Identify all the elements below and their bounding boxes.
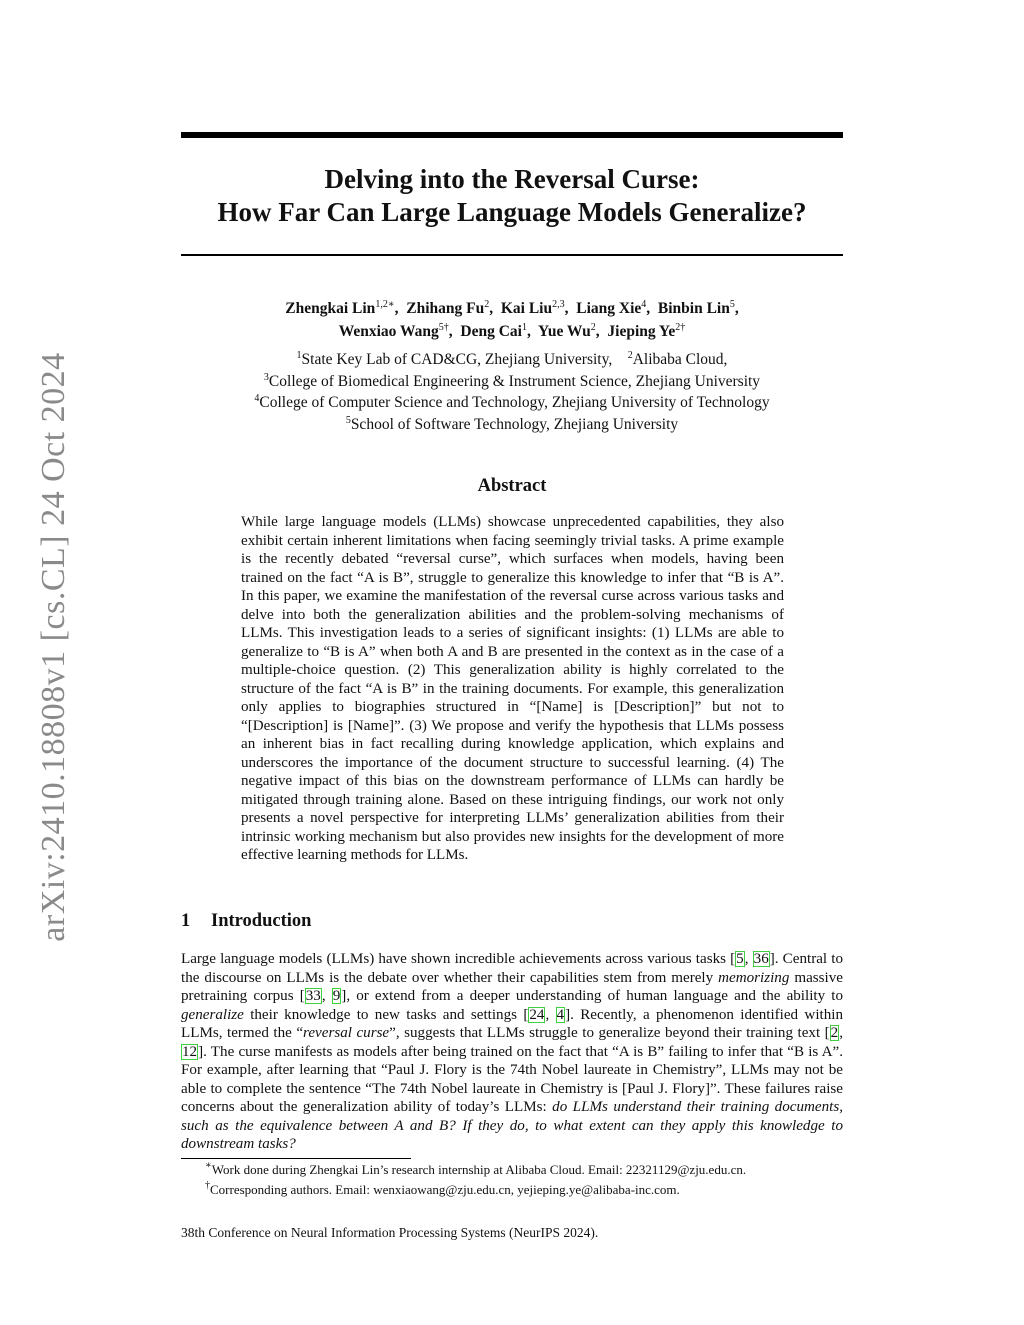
affiliation-line-3 <box>181 393 843 415</box>
author-affiliation-mark: 1 <box>521 322 527 333</box>
citation-link[interactable]: 12 <box>182 1043 198 1060</box>
affiliation-mark: 1 <box>296 350 302 361</box>
body-text: ]. The curse manifests as models after being trained on the fact that “A is B” failing to infer that “B is A”. For example, after learning that “Paul J. Flory is the 74th Nobel laureate in Chemistry”, LLMs may not be able to complete the sentence “The 74th Nobel laureate in Chemistry is [Paul J. Flory]”. These failures raise concerns about the generalization ability of today’s LLMs: <box>181 1043 843 1115</box>
author-name: Deng Cai <box>460 323 522 340</box>
paper-title-line-2: How Far Can Large Language Models Generalize? <box>217 197 807 227</box>
citation-link[interactable]: 24 <box>529 1006 545 1023</box>
venue-footer: 38th Conference on Neural Information Processing Systems (NeurIPS 2024). <box>181 1225 599 1240</box>
emphasized-text: generalize <box>181 1006 244 1023</box>
abstract-heading: Abstract <box>477 476 547 496</box>
body-text: Large language models (LLMs) have shown incredible achievements across various tasks [ <box>181 951 736 967</box>
body-text: massive pretraining corpus [ <box>181 969 843 1004</box>
emphasized-text: memorizing <box>718 969 790 986</box>
author-name: Zhengkai Lin <box>285 300 376 317</box>
author-affiliation-mark: 2† <box>675 322 686 333</box>
abstract-text: While large language models (LLMs) showcase unprecedented capabilities, they also exhibit certain inherent limitations when facing seemingly trivial tasks. A prime example is the recently debated “reversal curse”, which surfaces when models, having been trained on the fact “A is B”, struggle to generalize this knowledge to infer that “B is A”. In this paper, we examine the manifestation of the reversal curse across various tasks and delve into both the generalization abilities and the problem-solving mechanisms of LLMs. This investigation leads to a series of significant insights: (1) LLMs are able to generalize to “B is A” when both A and B are presented in the context as in the case of a multiple-choice question. (2) This generalization ability is highly correlated to the structure of the fact “A is B” in the training documents. For example, this generalization only applies to biographies structured in “[Name] is [Description]” but not to “[Description] is [Name]”. (3) We propose and verify the hypothesis that LLMs possess an inherent bias in fact recalling during knowledge application, which explains and underscores the importance of the document structure to successful learning. (4) The negative impact of this bias on the downstream performance of LLMs can hardly be mitigated through training alone. Based on these intriguing findings, our work not only presents a novel perspective for interpreting LLMs’ generalization abilities from their intrinsic working mechanism but also provides new insights for the development of more effective learning methods for LLMs. <box>241 514 784 863</box>
body-text: their knowledge to new tasks and settings [ <box>243 1006 529 1023</box>
author-affiliation-mark: 2,3 <box>552 299 565 310</box>
affiliation-mark: 5 <box>345 414 351 426</box>
affiliation-line-1 <box>181 350 843 372</box>
citation-link[interactable]: 4 <box>556 1006 565 1023</box>
emphasized-text: reversal curse <box>303 1025 390 1041</box>
author-affiliation-mark: 5 <box>729 299 735 310</box>
author-affiliation-mark: 1,2∗ <box>375 299 395 310</box>
affiliation-text: State Key Lab of CAD&CG, Zhejiang University, <box>301 351 613 368</box>
title-top-rule <box>181 132 843 138</box>
affiliation-mark: 2 <box>627 350 633 361</box>
author-line-1: Zhengkai Lin$^{1,2∗}$, Zhihang Fu$^2$, Kai Liu$^{2,3}$, Liang Xie$^4$, Binbin Lin$^5$, <box>285 299 739 317</box>
author-name: Yue Wu <box>538 323 591 340</box>
footnote-2 <box>181 1181 843 1201</box>
affiliation-mark: 4 <box>254 393 260 404</box>
paper-title <box>181 163 843 229</box>
footnote-1 <box>181 1161 843 1181</box>
section-heading-introduction <box>181 909 843 933</box>
author-list <box>181 298 843 344</box>
footnote-text: Corresponding authors. Email: wenxiaowang@zju.edu.cn, yejieping.ye@alibaba-inc.com. <box>210 1181 680 1197</box>
footnote-rule <box>181 1158 411 1159</box>
author-name: Zhihang Fu <box>406 300 485 317</box>
footnote-mark: † <box>205 1179 210 1191</box>
author-name: Liang Xie <box>576 300 642 317</box>
body-text: ]. Central to the discourse on LLMs is the debate over whether their capabilities stem from merely <box>181 951 843 986</box>
affiliation-text: School of Software Technology, Zhejiang University <box>350 415 679 433</box>
emphasized-text: do LLMs understand their training documents, such as the equivalence between A and B? If they do, to what extent can they apply this knowledge to downstream tasks? <box>181 1099 843 1152</box>
affiliation-text: College of Computer Science and Technology, Zhejiang University of Technology <box>259 394 770 411</box>
author-affiliation-mark: 2 <box>590 322 596 333</box>
introduction-paragraph: Large language models (LLMs) have shown incredible achievements across various tasks [5, 36]. Central to the discourse on LLMs is the debate over whether their capabilities stem from merely memorizing massive pretraining corpus [33, 9], or extend from a deeper understanding of human language and the ability to generalize their knowledge to new tasks and settings [24, 4]. Recently, a phenomenon identified within LLMs, termed the “reversal curse”, suggests that LLMs struggle to generalize beyond their training text [2, 12]. The curse manifests as models after being trained on the fact that “A is B” failing to infer that “B is A”. For example, after learning that “Paul J. Flory is the 74th Nobel laureate in Chemistry”, LLMs may not be able to complete the sentence “The 74th Nobel laureate in Chemistry is [Paul J. Flory]”. These failures raise concerns about the generalization ability of today’s LLMs: do LLMs understand their training documents, such as the equivalence between A and B? If they do, to what extent can they apply this knowledge to downstream tasks? <box>181 951 843 1152</box>
citation-link[interactable]: 5 <box>736 951 744 967</box>
author-affiliation-mark: 5† <box>438 322 449 333</box>
affiliation-mark: 3 <box>263 371 269 383</box>
arxiv-identifier-text: arXiv:2410.18808v1 [cs.CL] 24 Oct 2024 <box>35 352 72 942</box>
footnote-text: Work done during Zhengkai Lin’s research internship at Alibaba Cloud. Email: 22321129@zju.edu.cn. <box>211 1162 747 1177</box>
author-name: Binbin Lin <box>657 300 730 317</box>
footnotes <box>181 1161 843 1200</box>
citation-link[interactable]: 2 <box>830 1025 839 1041</box>
paper-title-line-1: Delving into the Reversal Curse: <box>324 164 700 194</box>
citation-link[interactable]: 33 <box>305 988 321 1004</box>
affiliation-list <box>181 350 843 436</box>
section-number: 1 <box>181 911 191 931</box>
author-name: Jieping Ye <box>607 323 676 340</box>
section-title: Introduction <box>211 911 312 931</box>
citation-link[interactable]: 9 <box>332 988 341 1004</box>
author-affiliation-mark: 4 <box>641 299 647 310</box>
footnote-mark: ∗ <box>205 1160 212 1171</box>
title-bottom-rule <box>181 254 843 256</box>
body-text: ”, suggests that LLMs struggle to generalize beyond their training text [ <box>389 1025 830 1041</box>
affiliation-text: Alibaba Cloud, <box>632 351 728 368</box>
body-text: ], or extend from a deeper understanding of human language and the ability to <box>341 988 843 1004</box>
affiliation-line-4 <box>181 415 843 437</box>
author-name: Wenxiao Wang <box>338 323 439 340</box>
affiliation-text: College of Biomedical Engineering & Instrument Science, Zhejiang University <box>268 372 761 390</box>
affiliation-line-2 <box>181 372 843 394</box>
author-affiliation-mark: 2 <box>484 299 490 310</box>
author-name: Kai Liu <box>500 300 553 317</box>
author-line-2: Wenxiao Wang$^{5\dagger}$, Deng Cai$^1$, Yue Wu$^2$, Jieping $Ye^{2\dagger}$ <box>338 322 686 340</box>
body-text: ]. Recently, a phenomenon identified within LLMs, termed the “ <box>181 1006 843 1041</box>
citation-link[interactable]: 36 <box>753 951 769 967</box>
